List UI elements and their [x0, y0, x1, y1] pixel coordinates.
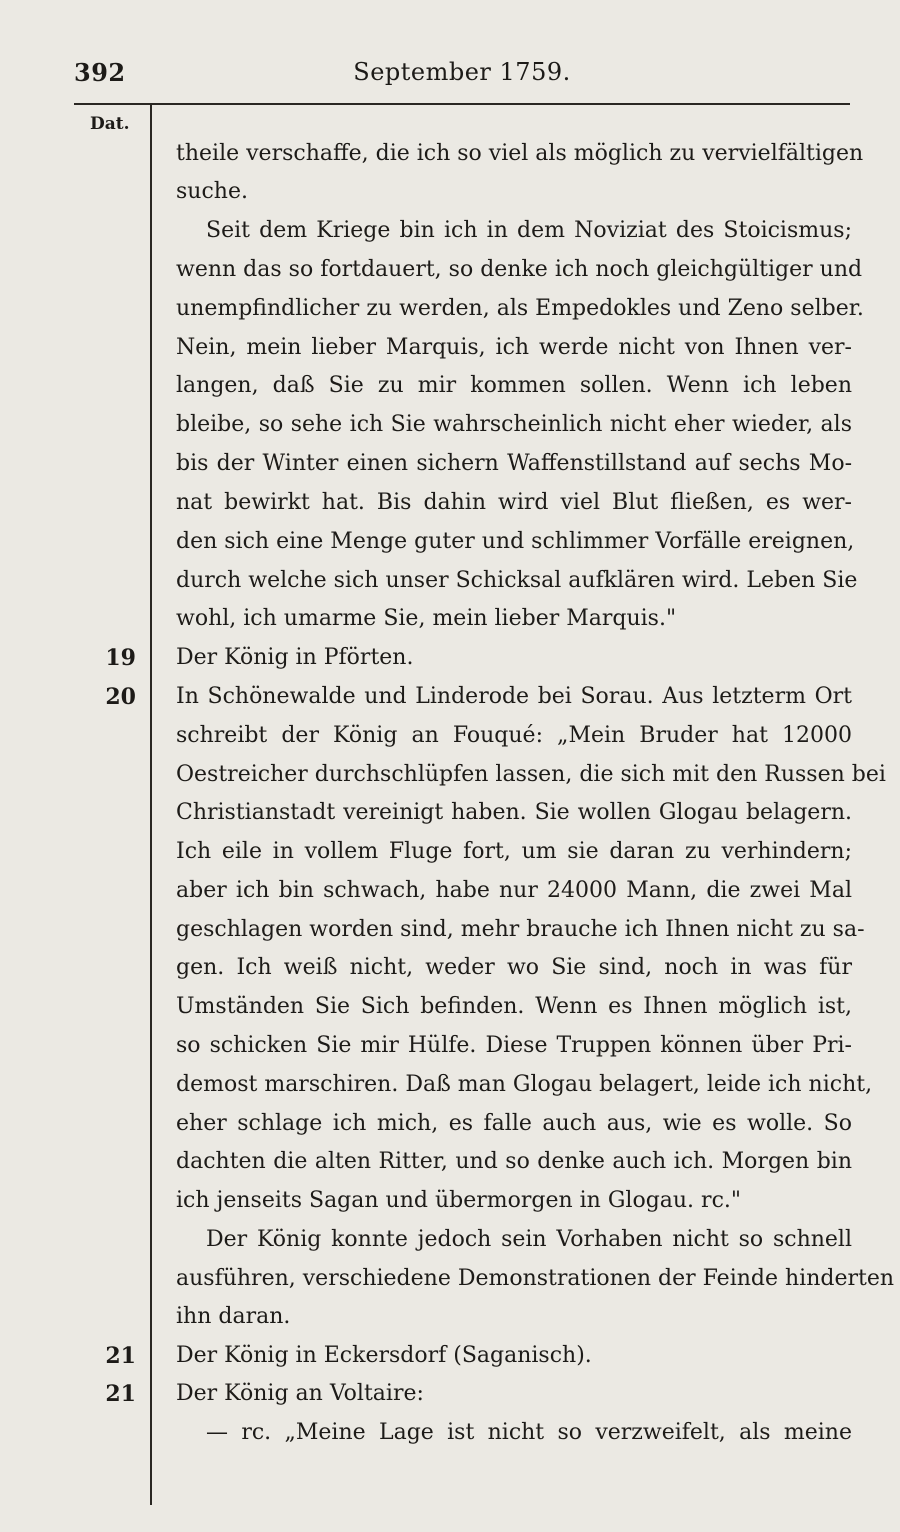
date-column-heading: Dat.	[90, 114, 130, 134]
text-line: eher schlage ich mich, es falle auch aus, wie es wolle. So	[176, 1111, 852, 1136]
text-line: Ich eile in vollem Fluge fort, um sie daran zu verhindern;	[176, 839, 852, 864]
text-line: unempfindlicher zu werden, als Empedokles und Zeno selber.	[176, 296, 864, 321]
text-line: schreibt der König an Fouqué: „Mein Bruder hat 12000	[176, 723, 852, 748]
text-line: aber ich bin schwach, habe nur 24000 Mann, die zwei Mal	[176, 878, 852, 903]
text-line: ausführen, verschiedene Demonstrationen der Feinde hinderten	[176, 1266, 895, 1291]
text-line: Christianstadt vereinigt haben. Sie wollen Glogau belagern.	[176, 800, 852, 825]
running-title: September 1759.	[353, 58, 571, 86]
text-line: Nein, mein lieber Marquis, ich werde nicht von Ihnen ver-	[176, 335, 852, 360]
text-line: In Schönewalde und Linderode bei Sorau. Aus letzterm Ort	[176, 684, 852, 709]
text-line: bis der Winter einen sichern Waffenstillstand auf sechs Mo-	[176, 451, 852, 476]
day-number: 21	[105, 1381, 136, 1407]
text-line: wohl, ich umarme Sie, mein lieber Marquis."	[176, 606, 677, 631]
text-line: ich jenseits Sagan und übermorgen in Glogau. rc."	[176, 1188, 741, 1213]
day-number: 19	[105, 645, 136, 671]
text-line: Der König konnte jedoch sein Vorhaben nicht so schnell	[206, 1227, 852, 1252]
day-number: 21	[105, 1343, 136, 1369]
day-number: 20	[105, 684, 136, 710]
text-line: suche.	[176, 179, 248, 204]
text-line: den sich eine Menge guter und schlimmer Vorfälle ereignen,	[176, 529, 855, 554]
text-line: ihn daran.	[176, 1304, 291, 1329]
text-line: nat bewirkt hat. Bis dahin wird viel Blut fließen, es wer-	[176, 490, 852, 515]
text-line: bleibe, so sehe ich Sie wahrscheinlich nicht eher wieder, als	[176, 412, 852, 437]
header-rule	[74, 103, 850, 105]
date-column-rule	[150, 105, 152, 1505]
text-line: — rc. „Meine Lage ist nicht so verzweifelt, als meine	[206, 1420, 852, 1445]
text-line: theile verschaffe, die ich so viel als möglich zu vervielfältigen	[176, 141, 864, 166]
text-line: so schicken Sie mir Hülfe. Diese Truppen können über Pri-	[176, 1033, 852, 1058]
text-line: geschlagen worden sind, mehr brauche ich Ihnen nicht zu sa-	[176, 917, 865, 942]
page-header	[74, 52, 850, 92]
text-line: Seit dem Kriege bin ich in dem Noviziat des Stoicismus;	[206, 218, 852, 243]
text-line: Oestreicher durchschlüpfen lassen, die sich mit den Russen bei	[176, 762, 886, 787]
text-line: demost marschiren. Daß man Glogau belagert, leide ich nicht,	[176, 1072, 873, 1097]
text-line: langen, daß Sie zu mir kommen sollen. Wenn ich leben	[176, 373, 852, 398]
text-line: Umständen Sie Sich befinden. Wenn es Ihnen möglich ist,	[176, 994, 852, 1019]
text-line: gen. Ich weiß nicht, weder wo Sie sind, noch in was für	[176, 955, 852, 980]
text-line: dachten die alten Ritter, und so denke auch ich. Morgen bin	[176, 1149, 852, 1174]
text-line: Der König in Eckersdorf (Saganisch).	[176, 1343, 592, 1368]
page-number: 392	[74, 58, 126, 87]
text-line: Der König in Pförten.	[176, 645, 414, 670]
text-line: wenn das so fortdauert, so denke ich noch gleichgültiger und	[176, 257, 863, 282]
text-line: Der König an Voltaire:	[176, 1381, 424, 1406]
text-line: durch welche sich unser Schicksal aufklären wird. Leben Sie	[176, 568, 858, 593]
